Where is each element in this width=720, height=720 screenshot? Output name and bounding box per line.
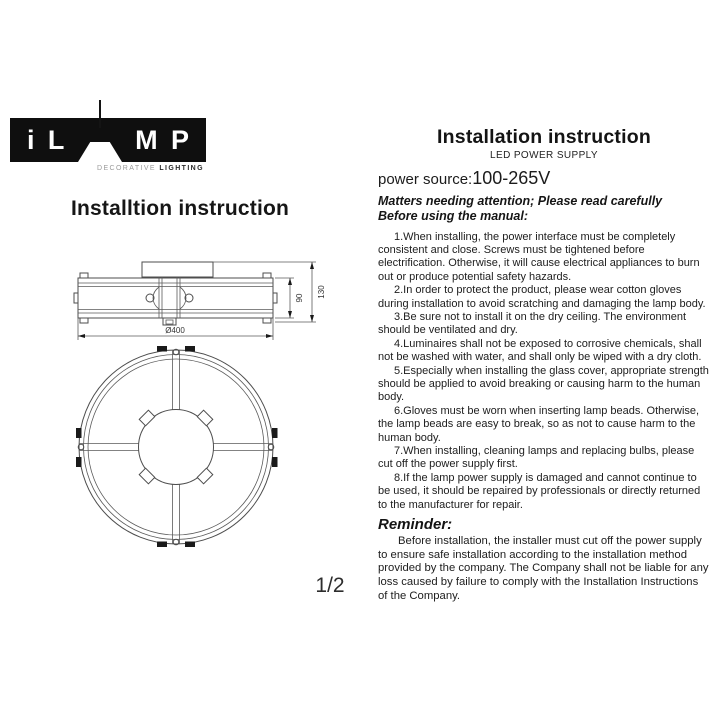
- diameter-dimension-label: Ø400: [165, 326, 185, 335]
- brand-logo-box: [10, 118, 206, 162]
- tagline-decorative: DECORATIVE: [96, 165, 156, 172]
- logo-letter-p: P: [170, 124, 189, 155]
- reminder-heading: Reminder:: [378, 516, 453, 534]
- attention-line-2: Before using the manual:: [378, 208, 529, 223]
- attention-line-1: Matters needing attention; Please read carefully: [378, 194, 663, 208]
- instruction-item-4: 4.Luminaires shall not be exposed to corrosive chemicals, shall not be washed with water, and shall only be wiped with a dry cloth.: [378, 337, 702, 364]
- tagline-lighting: LIGHTING: [159, 165, 204, 172]
- reminder-text: Before installation, the installer must cut off the power supply to ensure safe installation according to the installation method provided by the company. The Company shall not be liable for any loss caused by failure to comply with the Installation Instructions of the Company.: [378, 535, 709, 602]
- power-source-value: 100-265V: [472, 168, 551, 188]
- brand-logo: [10, 100, 206, 172]
- instruction-item-2: 2.In order to protect the product, please wear cotton gloves during installation to avoid scratching and damaging the lamp body.: [378, 284, 706, 310]
- instruction-list: [378, 231, 710, 513]
- logo-letter-i: i: [27, 124, 35, 155]
- logo-letter-m: M: [135, 124, 158, 155]
- side-view-diagram: [62, 250, 330, 345]
- instruction-item-7: 7.When installing, cleaning lamps and replacing bulbs, please cut off the power supply first.: [378, 445, 695, 471]
- lamp-icon: [78, 118, 122, 162]
- instruction-item-1: 1.When installing, the power interface must be completely consistent and close. Screws must be tightened before electrification. Otherwise, it will cause electrical appliances to burn out or produce potential safety hazards.: [378, 230, 700, 283]
- lamp-cord-shape: [99, 100, 101, 128]
- left-section-heading: Installtion instruction: [70, 197, 290, 220]
- instruction-item-8: 8.If the lamp power supply is damaged and cannot continue to be used, it should be repaired by professionals or directly returned to the manufacturer for repair.: [378, 471, 701, 511]
- instruction-item-6: 6.Gloves must be worn when inserting lamp beads. Otherwise, the lamp beads are easy to break, so as not to cause harm to the human body.: [378, 404, 700, 444]
- bottom-view-diagram: [62, 343, 292, 553]
- document-title: Installation instruction: [437, 126, 651, 148]
- attention-heading: [378, 194, 710, 224]
- power-source-line: [378, 168, 710, 189]
- page-number: 1/2: [315, 574, 345, 597]
- instruction-column: [378, 126, 710, 604]
- instruction-item-5: 5.Especially when installing the glass cover, appropriate strength should be applied to avoid breaking or causing harm to the human body.: [378, 364, 709, 404]
- document-subtitle: LED POWER SUPPLY: [490, 150, 598, 161]
- body-height-dimension-label: 90: [295, 293, 304, 303]
- lamp-body: [78, 278, 273, 318]
- canopy-box: [142, 262, 213, 277]
- power-source-label: power source:: [378, 171, 473, 188]
- brand-tagline: [10, 165, 206, 172]
- instruction-item-3: 3.Be sure not to install it on the dry ceiling. The environment should be ventilated and dry.: [378, 310, 687, 337]
- total-height-dimension-label: 130: [317, 285, 326, 299]
- logo-letter-l: L: [47, 124, 65, 155]
